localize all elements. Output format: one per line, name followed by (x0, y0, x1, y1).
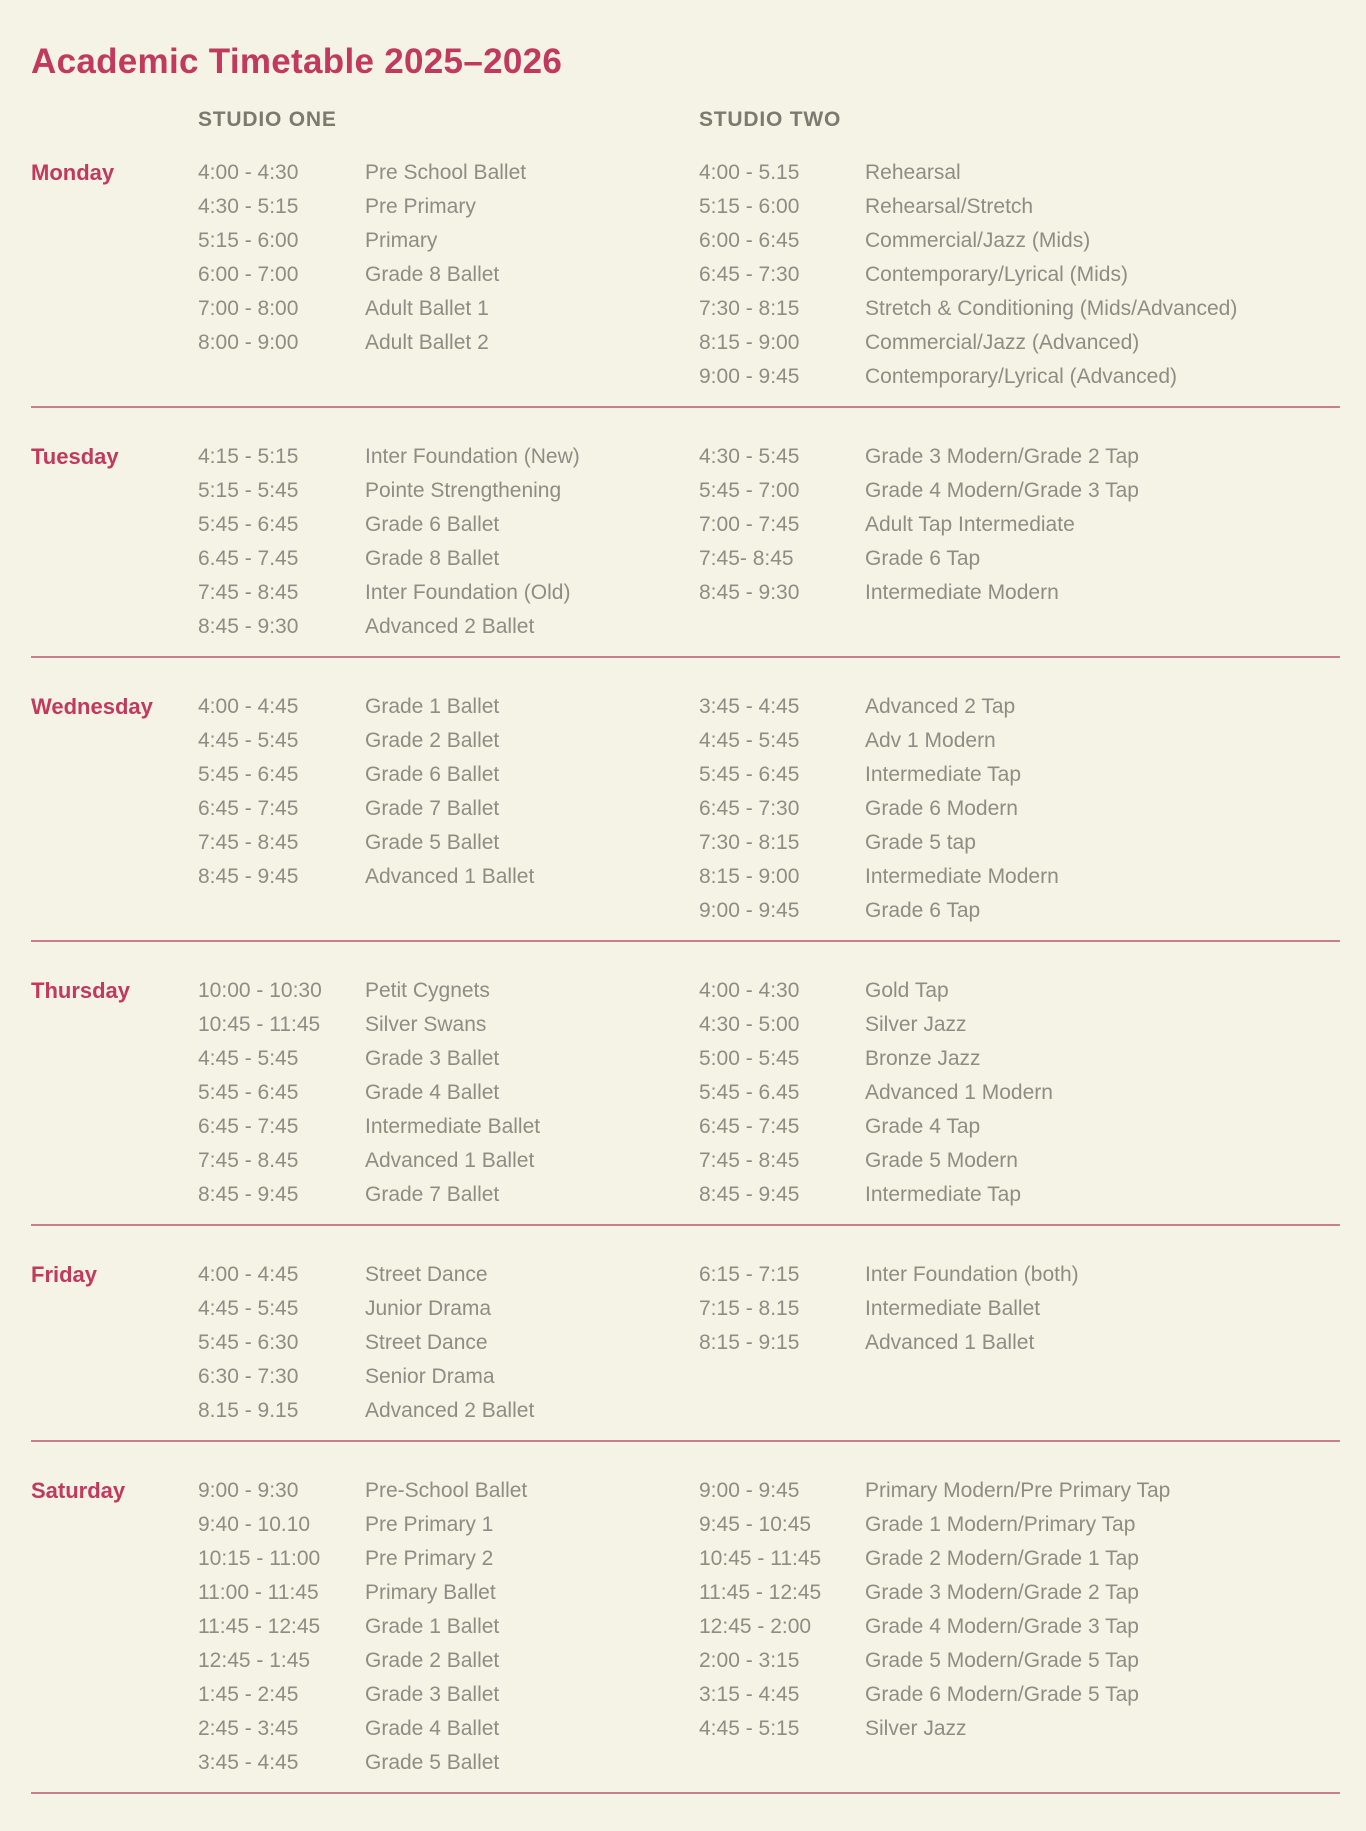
schedule-row (198, 1360, 699, 1394)
schedule-row (198, 860, 699, 894)
class-time: 5:00 - 5:45 (699, 1047, 800, 1070)
studio-two-schedule (699, 1258, 1340, 1360)
class-name: Grade 6 Modern/Grade 5 Tap (865, 1683, 1139, 1706)
class-time: 6:45 - 7:45 (699, 1115, 800, 1138)
class-time: 9:45 - 10:45 (699, 1513, 812, 1536)
class-time: 12:45 - 1:45 (198, 1649, 311, 1672)
day-section (31, 974, 1340, 1212)
class-time: 7:00 - 7:45 (699, 513, 800, 536)
class-time: 10:45 - 11:45 (699, 1547, 822, 1570)
schedule-row (699, 894, 1340, 928)
class-time: 2:00 - 3:15 (699, 1649, 800, 1672)
schedule-row (198, 1008, 699, 1042)
class-name: Grade 8 Ballet (365, 547, 500, 570)
class-time: 7:45 - 8.45 (198, 1149, 299, 1172)
class-time: 11:45 - 12:45 (198, 1615, 321, 1638)
schedule-row (699, 1144, 1340, 1178)
class-name: Intermediate Ballet (365, 1115, 541, 1138)
studio-two-schedule (699, 974, 1340, 1212)
class-name: Grade 7 Ballet (365, 1183, 500, 1206)
class-time: 7:30 - 8:15 (699, 831, 800, 854)
schedule-row (198, 1746, 699, 1780)
class-time: 8.15 - 9.15 (198, 1399, 299, 1422)
class-name: Grade 6 Modern (865, 797, 1018, 820)
class-time: 8:45 - 9:45 (198, 865, 299, 888)
class-time: 6:00 - 6:45 (699, 229, 800, 252)
class-name: Primary Modern/Pre Primary Tap (865, 1479, 1171, 1502)
schedule-row (699, 826, 1340, 860)
class-name: Intermediate Modern (865, 865, 1059, 888)
class-time: 6:00 - 7:00 (198, 263, 299, 286)
class-name: Grade 6 Tap (865, 547, 981, 570)
schedule-row (198, 1394, 699, 1428)
class-name: Intermediate Ballet (865, 1297, 1041, 1320)
schedule-row (198, 440, 699, 474)
class-time: 6:45 - 7:45 (198, 797, 299, 820)
class-name: Primary Ballet (365, 1581, 496, 1604)
schedule-row (198, 326, 699, 360)
class-name: Adv 1 Modern (865, 729, 996, 752)
class-time: 5:45 - 6:30 (198, 1331, 299, 1354)
studio-one-schedule (198, 974, 699, 1212)
class-time: 7:15 - 8.15 (699, 1297, 800, 1320)
class-time: 8:00 - 9:00 (198, 331, 299, 354)
class-time: 9:00 - 9:45 (699, 899, 800, 922)
class-time: 4:45 - 5:45 (699, 729, 800, 752)
schedule-row (198, 1042, 699, 1076)
schedule-row (198, 224, 699, 258)
class-time: 4:30 - 5:00 (699, 1013, 800, 1036)
class-name: Grade 3 Ballet (365, 1683, 500, 1706)
class-name: Grade 5 Ballet (365, 1751, 500, 1774)
class-name: Junior Drama (365, 1297, 492, 1320)
section-divider (31, 406, 1340, 408)
class-name: Grade 1 Modern/Primary Tap (865, 1513, 1136, 1536)
schedule-row (699, 258, 1340, 292)
studio-headers (31, 108, 1340, 132)
schedule-row (699, 1076, 1340, 1110)
class-time: 8:15 - 9:00 (699, 331, 800, 354)
class-time: 1:45 - 2:45 (198, 1683, 299, 1706)
class-time: 11:45 - 12:45 (699, 1581, 822, 1604)
class-name: Pre-School Ballet (365, 1479, 528, 1502)
studio-one-schedule (198, 690, 699, 894)
schedule-row (699, 1644, 1340, 1678)
class-time: 9:40 - 10.10 (198, 1513, 311, 1536)
schedule-row (198, 1326, 699, 1360)
schedule-row (198, 1292, 699, 1326)
day-label: Tuesday (31, 444, 119, 469)
day-label: Saturday (31, 1478, 126, 1503)
class-time: 6.45 - 7.45 (198, 547, 299, 570)
studio-two-header: STUDIO TWO (699, 108, 842, 131)
class-time: 10:00 - 10:30 (198, 979, 322, 1002)
class-time: 12:45 - 2:00 (699, 1615, 812, 1638)
class-name: Grade 5 tap (865, 831, 976, 854)
class-time: 4:00 - 4:30 (198, 161, 299, 184)
schedule-row (699, 860, 1340, 894)
schedule-row (699, 508, 1340, 542)
class-name: Advanced 1 Ballet (365, 1149, 535, 1172)
section-divider (31, 940, 1340, 942)
class-name: Grade 2 Ballet (365, 729, 500, 752)
schedule-row (198, 1542, 699, 1576)
studio-one-header: STUDIO ONE (198, 108, 337, 131)
schedule-row (198, 1110, 699, 1144)
studio-two-schedule (699, 440, 1340, 610)
class-name: Intermediate Modern (865, 581, 1059, 604)
schedule-row (198, 1076, 699, 1110)
class-time: 7:45 - 8:45 (699, 1149, 800, 1172)
schedule-row (699, 1508, 1340, 1542)
schedule-row (198, 724, 699, 758)
day-label: Friday (31, 1262, 98, 1287)
schedule-row (198, 1508, 699, 1542)
class-name: Grade 4 Ballet (365, 1717, 500, 1740)
schedule-row (699, 1178, 1340, 1212)
schedule-row (198, 1258, 699, 1292)
studio-one-schedule (198, 1258, 699, 1428)
class-time: 5:15 - 6:00 (699, 195, 800, 218)
schedule-row (198, 792, 699, 826)
class-time: 8:45 - 9:45 (198, 1183, 299, 1206)
class-name: Intermediate Tap (865, 1183, 1022, 1206)
day-section (31, 1474, 1340, 1780)
studio-two-schedule (699, 156, 1340, 394)
class-name: Street Dance (365, 1263, 488, 1286)
schedule-row (198, 1678, 699, 1712)
schedule-row (699, 440, 1340, 474)
schedule-row (198, 258, 699, 292)
studio-one-schedule (198, 1474, 699, 1780)
class-name: Grade 4 Ballet (365, 1081, 500, 1104)
schedule-row (699, 1326, 1340, 1360)
class-name: Silver Jazz (865, 1717, 967, 1740)
class-name: Grade 3 Modern/Grade 2 Tap (865, 1581, 1139, 1604)
schedule-row (198, 576, 699, 610)
class-time: 3:45 - 4:45 (198, 1751, 299, 1774)
class-name: Inter Foundation (New) (365, 445, 580, 468)
schedule-row (699, 1576, 1340, 1610)
class-time: 8:45 - 9:45 (699, 1183, 800, 1206)
class-name: Advanced 1 Ballet (365, 865, 535, 888)
class-name: Adult Tap Intermediate (865, 513, 1075, 536)
schedule-row (699, 474, 1340, 508)
studio-one-schedule (198, 156, 699, 360)
schedule-row (699, 326, 1340, 360)
class-time: 2:45 - 3:45 (198, 1717, 299, 1740)
class-time: 6:30 - 7:30 (198, 1365, 299, 1388)
schedule-row (699, 974, 1340, 1008)
day-column-spacer (31, 108, 198, 132)
schedule-row (699, 224, 1340, 258)
class-name: Bronze Jazz (865, 1047, 981, 1070)
class-time: 7:30 - 8:15 (699, 297, 800, 320)
class-name: Grade 6 Ballet (365, 763, 500, 786)
schedule-row (699, 724, 1340, 758)
class-name: Grade 1 Ballet (365, 695, 500, 718)
class-name: Advanced 1 Modern (865, 1081, 1053, 1104)
studio-one-schedule (198, 440, 699, 644)
class-time: 4:45 - 5:45 (198, 1297, 299, 1320)
schedule-row (198, 474, 699, 508)
class-time: 3:45 - 4:45 (699, 695, 800, 718)
class-name: Silver Jazz (865, 1013, 967, 1036)
class-name: Silver Swans (365, 1013, 487, 1036)
class-name: Rehearsal/Stretch (865, 195, 1034, 218)
class-name: Inter Foundation (both) (865, 1263, 1079, 1286)
class-name: Grade 7 Ballet (365, 797, 500, 820)
schedule-row (699, 1712, 1340, 1746)
class-name: Grade 1 Ballet (365, 1615, 500, 1638)
schedule-row (699, 1610, 1340, 1644)
day-label: Wednesday (31, 694, 153, 719)
class-time: 5:45 - 6.45 (699, 1081, 800, 1104)
schedule-row (699, 1678, 1340, 1712)
class-name: Rehearsal (865, 161, 961, 184)
class-time: 9:00 - 9:45 (699, 365, 800, 388)
schedule-row (699, 542, 1340, 576)
class-time: 6:45 - 7:30 (699, 797, 800, 820)
class-time: 7:00 - 8:00 (198, 297, 299, 320)
class-name: Advanced 1 Ballet (865, 1331, 1035, 1354)
studio-two-schedule (699, 690, 1340, 928)
schedule-row (699, 156, 1340, 190)
schedule-row (198, 292, 699, 326)
class-name: Primary (365, 229, 438, 252)
studio-two-schedule (699, 1474, 1340, 1746)
section-divider (31, 1792, 1340, 1794)
class-time: 10:15 - 11:00 (198, 1547, 321, 1570)
class-time: 5:15 - 5:45 (198, 479, 299, 502)
class-time: 8:15 - 9:15 (699, 1331, 800, 1354)
schedule-row (699, 360, 1340, 394)
class-time: 9:00 - 9:45 (699, 1479, 800, 1502)
class-name: Pre Primary 1 (365, 1513, 494, 1536)
class-time: 4:45 - 5:45 (198, 729, 299, 752)
class-name: Grade 3 Ballet (365, 1047, 500, 1070)
class-time: 10:45 - 11:45 (198, 1013, 321, 1036)
schedule-row (198, 826, 699, 860)
schedule-row (198, 1576, 699, 1610)
class-time: 11:00 - 11:45 (198, 1581, 319, 1604)
class-name: Petit Cygnets (365, 979, 490, 1002)
class-time: 5:15 - 6:00 (198, 229, 299, 252)
class-name: Senior Drama (365, 1365, 495, 1388)
schedule-row (699, 576, 1340, 610)
class-time: 8:45 - 9:30 (699, 581, 800, 604)
schedule-row (198, 974, 699, 1008)
class-name: Adult Ballet 1 (365, 297, 489, 320)
section-divider (31, 1224, 1340, 1226)
schedule-row (699, 1042, 1340, 1076)
class-name: Adult Ballet 2 (365, 331, 489, 354)
class-name: Pointe Strengthening (365, 479, 562, 502)
class-time: 3:15 - 4:45 (699, 1683, 800, 1706)
class-time: 8:15 - 9:00 (699, 865, 800, 888)
class-time: 7:45- 8:45 (699, 547, 794, 570)
class-time: 6:45 - 7:30 (699, 263, 800, 286)
schedule-row (198, 190, 699, 224)
schedule-row (198, 1712, 699, 1746)
class-time: 9:00 - 9:30 (198, 1479, 299, 1502)
class-name: Contemporary/Lyrical (Mids) (865, 263, 1128, 286)
schedule-row (699, 1542, 1340, 1576)
class-name: Grade 8 Ballet (365, 263, 500, 286)
day-section (31, 690, 1340, 928)
class-time: 4:30 - 5:45 (699, 445, 800, 468)
class-name: Contemporary/Lyrical (Advanced) (865, 365, 1178, 388)
day-section (31, 440, 1340, 644)
schedule-row (699, 1292, 1340, 1326)
schedule-row (198, 508, 699, 542)
class-name: Stretch & Conditioning (Mids/Advanced) (865, 297, 1238, 320)
class-name: Grade 5 Modern (865, 1149, 1018, 1172)
class-time: 4:45 - 5:15 (699, 1717, 800, 1740)
class-name: Grade 2 Modern/Grade 1 Tap (865, 1547, 1139, 1570)
class-name: Pre Primary (365, 195, 476, 218)
class-name: Commercial/Jazz (Mids) (865, 229, 1091, 252)
schedule-row (198, 1474, 699, 1508)
class-name: Advanced 2 Tap (865, 695, 1016, 718)
class-name: Grade 4 Modern/Grade 3 Tap (865, 1615, 1139, 1638)
class-time: 5:45 - 6:45 (198, 763, 299, 786)
class-name: Commercial/Jazz (Advanced) (865, 331, 1140, 354)
class-name: Gold Tap (865, 979, 949, 1002)
class-name: Pre Primary 2 (365, 1547, 494, 1570)
day-section (31, 1258, 1340, 1428)
schedule-row (699, 758, 1340, 792)
class-name: Grade 4 Modern/Grade 3 Tap (865, 479, 1139, 502)
class-name: Grade 4 Tap (865, 1115, 981, 1138)
class-name: Inter Foundation (Old) (365, 581, 571, 604)
schedule-row (198, 156, 699, 190)
schedule-row (699, 292, 1340, 326)
schedule-row (699, 190, 1340, 224)
class-time: 6:45 - 7:45 (198, 1115, 299, 1138)
class-name: Intermediate Tap (865, 763, 1022, 786)
class-name: Grade 5 Ballet (365, 831, 500, 854)
section-divider (31, 656, 1340, 658)
class-time: 4:00 - 4:45 (198, 1263, 299, 1286)
class-time: 5:45 - 7:00 (699, 479, 800, 502)
schedule-row (699, 1474, 1340, 1508)
class-time: 8:45 - 9:30 (198, 615, 299, 638)
schedule-row (198, 690, 699, 724)
section-divider (31, 1440, 1340, 1442)
class-name: Grade 6 Tap (865, 899, 981, 922)
schedule-row (699, 1110, 1340, 1144)
schedule-row (198, 1610, 699, 1644)
schedule-row (699, 1008, 1340, 1042)
class-name: Advanced 2 Ballet (365, 615, 535, 638)
class-time: 7:45 - 8:45 (198, 831, 299, 854)
day-label: Thursday (31, 978, 131, 1003)
schedule-row (198, 610, 699, 644)
class-name: Grade 6 Ballet (365, 513, 500, 536)
class-time: 4:00 - 4:45 (198, 695, 299, 718)
schedule-row (198, 1644, 699, 1678)
class-name: Grade 2 Ballet (365, 1649, 500, 1672)
class-time: 4:15 - 5:15 (198, 445, 299, 468)
class-time: 6:15 - 7:15 (699, 1263, 800, 1286)
class-time: 5:45 - 6:45 (198, 1081, 299, 1104)
schedule-row (699, 690, 1340, 724)
class-time: 5:45 - 6:45 (198, 513, 299, 536)
schedule-row (699, 792, 1340, 826)
class-time: 4:45 - 5:45 (198, 1047, 299, 1070)
schedule-row (198, 542, 699, 576)
class-name: Advanced 2 Ballet (365, 1399, 535, 1422)
class-time: 5:45 - 6:45 (699, 763, 800, 786)
class-name: Grade 5 Modern/Grade 5 Tap (865, 1649, 1139, 1672)
schedule-row (699, 1258, 1340, 1292)
class-name: Grade 3 Modern/Grade 2 Tap (865, 445, 1139, 468)
day-section (31, 156, 1340, 394)
days-container (31, 156, 1340, 1794)
page-title: Academic Timetable 2025–2026 (31, 42, 563, 81)
class-time: 4:00 - 4:30 (699, 979, 800, 1002)
schedule-row (198, 1144, 699, 1178)
day-label: Monday (31, 160, 115, 185)
class-time: 7:45 - 8:45 (198, 581, 299, 604)
schedule-row (198, 758, 699, 792)
class-name: Pre School Ballet (365, 161, 527, 184)
class-time: 4:30 - 5:15 (198, 195, 299, 218)
class-time: 4:00 - 5.15 (699, 161, 800, 184)
schedule-row (198, 1178, 699, 1212)
class-name: Street Dance (365, 1331, 488, 1354)
